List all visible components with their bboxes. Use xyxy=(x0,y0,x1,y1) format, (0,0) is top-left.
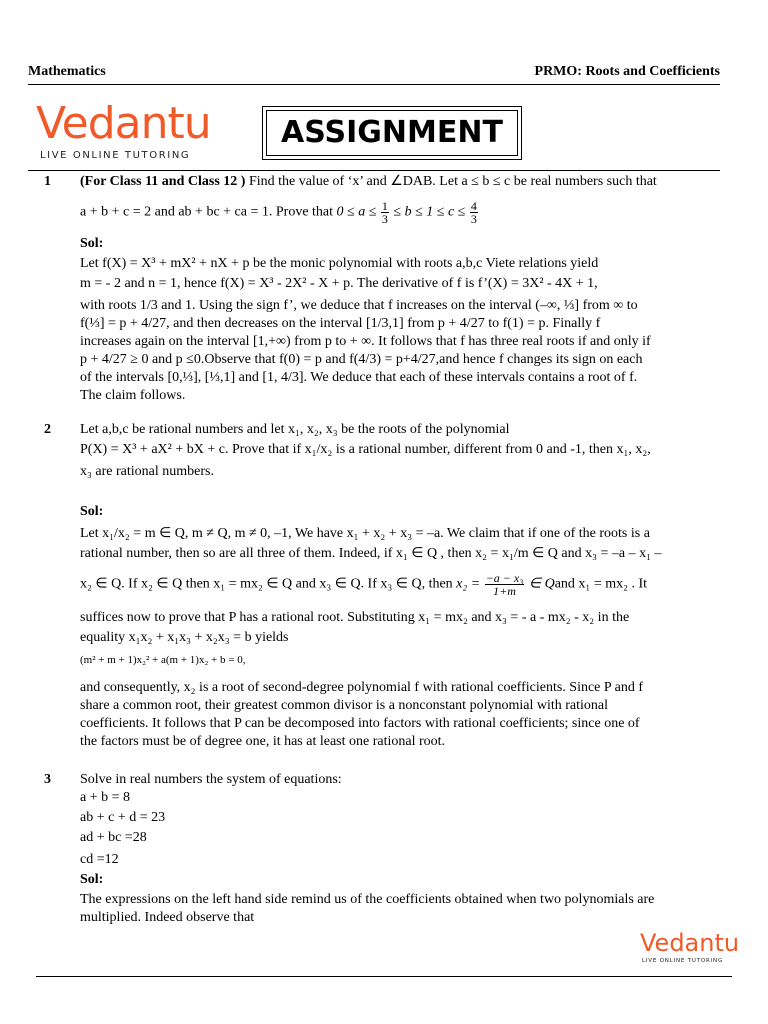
q2-text-3d: and x₁ = mx₂ . It xyxy=(554,576,648,592)
q1-sol-line-5: increases again on the interval [1,+∞) from p to + ∞. It follows that f has three real roots if and only if xyxy=(80,334,651,349)
q1-line-1 xyxy=(80,174,657,190)
q2-x2-eq: x₂ = xyxy=(456,576,484,592)
q2-line-2: P(X) = X³ + aX² + bX + c. Prove that if x₁/x₂ is a rational number, different from 0 and -1, then x₁, x₂, xyxy=(80,442,651,457)
q3-sol-line-2: multiplied. Indeed observe that xyxy=(80,910,255,925)
q1-line-2 xyxy=(80,200,479,225)
header-topic: PRMO: Roots and Coefficients xyxy=(534,64,720,79)
footer-logo-tagline: LIVE ONLINE TUTORING xyxy=(642,958,724,964)
q2-sol-line-4: suffices now to prove that P has a rational root. Substituting x₁ = mx₂ and x₃ = - a - mx₂ - x₂ in the xyxy=(80,610,630,625)
q2-sol-label: Sol: xyxy=(80,504,104,519)
q1-text-1: Find the value of ‘x’ and ∠DAB. Let a ≤ b ≤ c be real numbers such that xyxy=(245,174,657,189)
header-subject: Mathematics xyxy=(28,64,106,79)
title-divider xyxy=(28,170,720,171)
frac-num: 4 xyxy=(470,199,477,213)
q3-sol-line-1: The expressions on the left hand side remind us of the coefficients obtained when two polynomials are xyxy=(80,892,655,907)
q3-equation-2: ab + c + d = 23 xyxy=(80,810,166,825)
footer-logo-wordmark: Vedantu xyxy=(640,929,740,957)
q3-equation-1: a + b = 8 xyxy=(80,790,131,805)
q1-sol-line-6: p + 4/27 ≥ 0 and p ≤0.Observe that f(0) = p and f(4/3) = p+4/27,and hence f changes its sign on each xyxy=(80,352,643,367)
q1-sol-line-2: m = - 2 and n = 1, hence f(X) = X³ - 2X² - X + p. The derivative of f is f’(X) = 3X² - 4X + 1, xyxy=(80,276,598,291)
q1-sol-line-1: Let f(X) = X³ + mX² + nX + p be the monic polynomial with roots a,b,c Viete relations yield xyxy=(80,256,599,271)
q2-sol-line-9: the factors must be of degree one, it has at least one rational root. xyxy=(80,734,446,749)
q2-fraction xyxy=(485,572,525,597)
q2-sol-line-8: coefficients. It follows that P can be decomposed into factors with rational coefficients; since one of xyxy=(80,716,640,731)
q1-class-note: (For Class 11 and Class 12 ) xyxy=(80,174,246,189)
footer-divider xyxy=(36,976,732,977)
q2-sol-line-3 xyxy=(80,572,647,597)
q2-equation: (m² + m + 1)x₂² + a(m + 1)x₂ + b = 0, xyxy=(80,654,246,666)
q2-sol-line-7: share a common root, their greatest common divisor is a nonconstant polynomial with rational xyxy=(80,698,608,713)
q1-sol-line-3: with roots 1/3 and 1. Using the sign f’, we deduce that f increases on the interval (–∞, ⅓] from ∞ to xyxy=(80,298,638,313)
q1-sol-line-7: of the intervals [0,⅓], [⅓,1] and [1, 4/3]. We deduce that each of these intervals contains a root of f. xyxy=(80,370,638,385)
question-number-3: 3 xyxy=(44,772,51,787)
q2-line-1: Let a,b,c be rational numbers and let x₁, x₂, x₃ be the roots of the polynomial xyxy=(80,422,510,437)
question-number-2: 2 xyxy=(44,422,51,437)
frac-num: 1 xyxy=(381,199,388,213)
question-number-1: 1 xyxy=(44,174,51,189)
q3-line-1: Solve in real numbers the system of equations: xyxy=(80,772,342,787)
assignment-title-box xyxy=(266,110,518,156)
frac-den: 3 xyxy=(381,212,388,226)
logo-wordmark: Vedantu xyxy=(36,98,211,149)
q2-sol-line-2: rational number, then so are all three of them. Indeed, if x₁ ∈ Q , then x₂ = x₁/m ∈ Q and x₃ = –a – x₁ – xyxy=(80,546,662,561)
frac-num: −a − x₃ xyxy=(485,571,524,585)
q2-sol-line-5: equality x₁x₂ + x₁x₃ + x₂x₃ = b yields xyxy=(80,630,289,645)
q1-text-2: a + b + c = 2 and ab + bc + ca = 1. Prove that xyxy=(80,204,337,220)
frac-den: 1+m xyxy=(493,584,516,598)
q3-equation-3: ad + bc =28 xyxy=(80,830,147,845)
q1-sol-line-8: The claim follows. xyxy=(80,388,186,403)
q1-fraction-1 xyxy=(381,200,389,225)
q1-fraction-2 xyxy=(470,200,478,225)
q2-line-3: x₃ are rational numbers. xyxy=(80,464,214,479)
q1-ineq-a: 0 ≤ a ≤ xyxy=(336,204,380,220)
q2-sol-line-1: Let x₁/x₂ = m ∈ Q, m ≠ Q, m ≠ 0, –1, We have x₁ + x₂ + x₃ = –a. We claim that if one of the roots is a xyxy=(80,526,650,541)
footer-logo xyxy=(640,928,740,974)
q1-sol-label: Sol: xyxy=(80,236,104,251)
q2-text-3: x₂ ∈ Q. If x₂ ∈ Q then x₁ = mx₂ ∈ Q and x₃ ∈ Q. If x₃ ∈ Q, then xyxy=(80,576,457,592)
q1-sol-line-4: f(⅓] = p + 4/27, and then decreases on the interval [1/3,1] from p + 4/27 to f(1) = p. Finally f xyxy=(80,316,601,331)
header-divider xyxy=(28,84,720,85)
vedantu-logo xyxy=(36,98,226,164)
q1-ineq-b: ≤ b ≤ 1 ≤ c ≤ xyxy=(389,204,469,220)
assignment-title: ASSIGNMENT xyxy=(281,115,503,150)
q2-sol-line-6: and consequently, x₂ is a root of second-degree polynomial f with rational coefficients. Since P and f xyxy=(80,680,644,695)
q2-in-q: ∈ Q xyxy=(525,576,555,592)
q3-sol-label: Sol: xyxy=(80,872,104,887)
logo-tagline: LIVE ONLINE TUTORING xyxy=(40,150,191,161)
frac-den: 3 xyxy=(470,212,477,226)
q3-equation-4: cd =12 xyxy=(80,852,119,867)
